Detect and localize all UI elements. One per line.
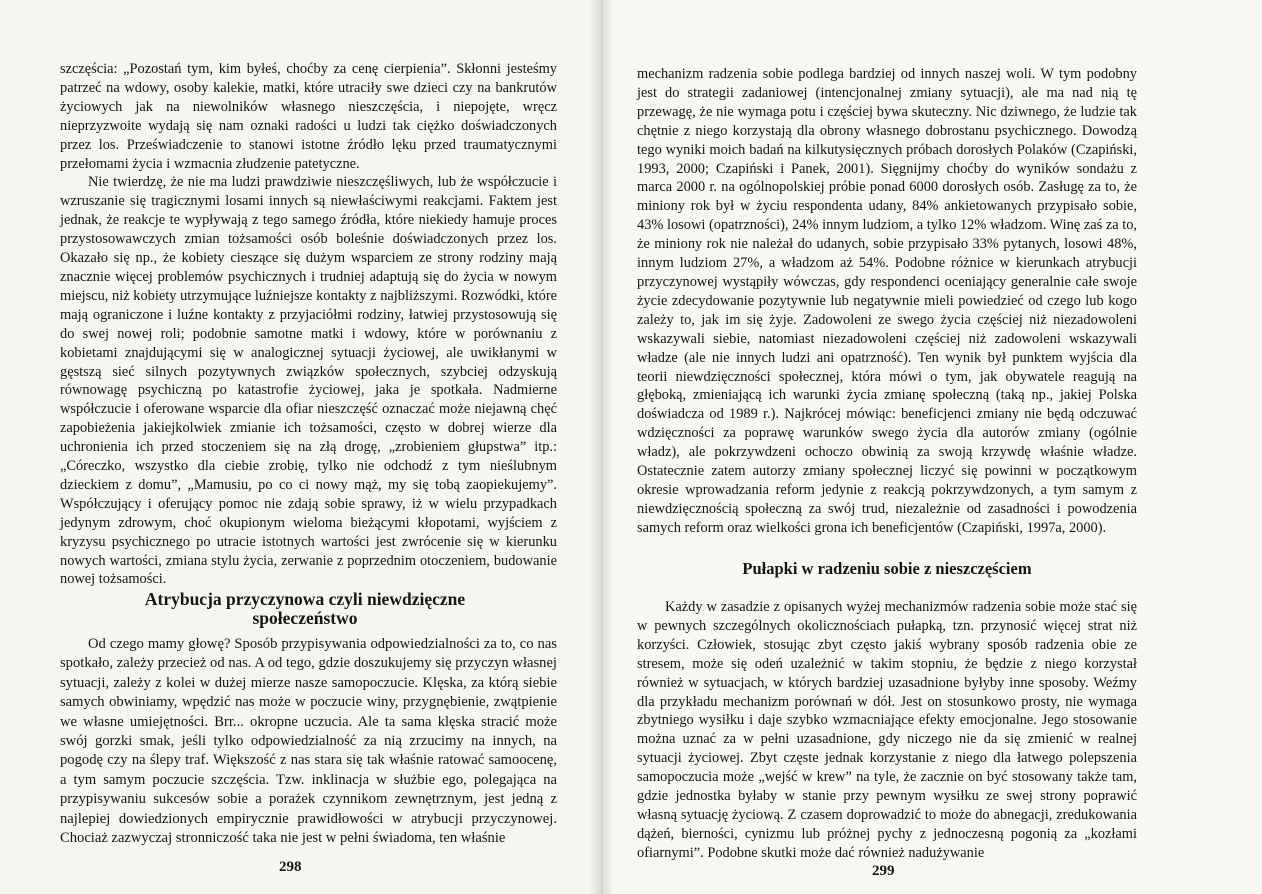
right-text-block-bottom bbox=[637, 598, 1137, 863]
page-number-left: 298 bbox=[279, 859, 302, 875]
right-paragraph-1: mechanizm radzenia sobie podlega bardziej od innych naszej woli. W tym podobny jest do strategii zadaniowej (intencjonalnej zmiany sytuacji), ale ma nad nią tę przewagę, że nie wymaga potu i częściej bywa skuteczny. Nic dziwnego, że ludzie tak chętnie z niego korzystają dla obrony własnego dobrostanu psychicznego. Dowodzą tego wyniki moich badań na kilkutysięcznych próbach dorosłych Polaków (Czapiński, 1993, 2000; Czapiński i Panek, 2001). Sięgnijmy choćby do wyników sondażu z marca 2000 r. na ogólnopolskiej próbie ponad 6000 dorosłych osób. Zasługę za to, że miniony rok był w życiu respondenta udany, 84% ankietowanych przypisało sobie, 43% losowi (opatrzności), 24% innym ludziom, a tylko 12% władzom. Winę zaś za to, że miniony rok nie należał do udanych, sobie przypisało 33% pytanych, losowi 48%, innym ludziom 27%, a władzom aż 54%. Podobne różnice w kierunkach atrybucji przyczynowej wystąpiły wówczas, gdy respondenci oceniający generalnie całe swoje życie zdecydowanie pozytywnie lub negatywnie mieli powiedzieć od czego lub kogo zależy to, jak im się żyje. Zadowoleni ze swego życia częściej niż niezadowoleni wskazywali siebie, natomiast niezadowoleni częściej niż zadowoleni wskazywali władze (ale nie innych ludzi ani opatrzność). Ten wynik był punktem wyjścia dla teorii niewdzięczności społecznej, która mówi o tym, jak obywatele reagują na głęboką, zmieniającą ich warunki życia zmianę społeczną (taką np., jakiej Polska doświadcza od 1989 r.). Najkrócej mówiąc: beneficjenci zmiany nie będą odczuwać wdzięczności za poprawę warunków swego życia dla autorów zmiany (ogólnie władz), ale pokrzywdzeni ochoczo obwinią za swoją krzywdę właśnie władze. Ostatecznie zatem autorzy zmiany społecznej liczyć się powinni w początkowym okresie wprowadzania reform jedynie z reakcją pokrzywdzonych, a tym samym z niewdzięcznością społeczną za swój trud, niezależnie od zasadności i powodzenia samych reform oraz wielkości grona ich beneficjentów (Czapiński, 1997a, 2000). bbox=[637, 66, 1137, 536]
left-paragraph-3: Od czego mamy głowę? Sposób przypisywania odpowiedzialności za to, co nas spotkało, zależy przecież od nas. A od tego, gdzie doszukujemy się przyczyn własnej sytuacji, zależy z kolei w dużej mierze nasze samopoczucie. Klęska, za którą siebie samych obwiniamy, wpędzić nas może w poczucie winy, przygnębienie, zwątpienie we własne umiejętności. Brr... okropne uczucia. Ale ta sama klęska stracić może swój gorzki smak, jeśli tylko odpowiedzialność za nią zrzucimy na innych, na pogodę czy na ślepy traf. Większość z nas stara się tak właśnie ratować samoocenę, a tym samym poczucie szczęścia. Tzw. inklinacja w służbie ego, polegająca na przypisywaniu sukcesów sobie a porażek czynnikom zewnętrznym, jest jedną z najlepiej dowiedzionych empirycznie prawidłowości w atrybucji przyczynowej. Chociaż zazwyczaj stronniczość taka nie jest w pełni świadoma, ten właśnie bbox=[60, 636, 557, 847]
right-page bbox=[612, 0, 1262, 894]
section-heading-left: Atrybucja przyczynowa czyli niewdzięczne społeczeństwo bbox=[144, 589, 466, 628]
left-page bbox=[0, 0, 600, 894]
page-number-right: 299 bbox=[872, 863, 895, 879]
left-paragraph-2: Nie twierdzę, że nie ma ludzi prawdziwie nieszczęśliwych, lub że współczucie i wzruszanie się tragicznymi losami innych są niewłaściwymi reakcjami. Faktem jest jednak, że reakcje te wypływają z tego samego źródła, które niekiedy hamuje proces przystosowawczych zmian tożsamości osób boleśnie doświadczonych przez los. Okazało się np., że kobiety cieszące się dużym wsparciem ze strony rodziny mają znacznie więcej problemów psychicznych i trudniej adaptują się do życia w nowym miejscu, niż kobiety utrzymujące luźniejsze kontakty z najbliższymi. Rozwódki, które mają ograniczone i luźne kontakty z przyjaciółmi rodziny, łatwiej przystosowują się do swej nowej roli; podobnie samotne matki i wdowy, które w porównaniu z kobietami znajdującymi się w analogicznej sytuacji życiowej, ale uwikłanymi w gęstszą sieć silnych pozytywnych związków społecznych, szybciej odzyskują równowagę psychiczną po katastrofie życiowej, jaka je spotkała. Nadmierne współczucie i oferowane wsparcie dla ofiar nieszczęść oznaczać może niejawną chęć zapobieżenia jakiejkolwiek zmianie ich tożsamości, często w dobrej wierze dla uchronienia ich przed stoczeniem się na złą drogę, „zrobieniem głupstwa” itp.: „Córeczko, wszystko dla ciebie zrobię, tylko nie odchodź z tym nieślubnym dzieckiem z domu”, „Mamusiu, po co ci nowy mąż, my się tobą zaopiekujemy”. Współczujący i oferujący pomoc nie zdają sobie sprawy, iż w wielu przypadkach jedynym zdrowym, choć okupionym wieloma bieżącymi kłopotami, wyjściem z kryzysu psychicznego po utracie istotnych wartości jest zwrócenie się w kierunku nowych wartości, zmiana stylu życia, zerwanie z poprzednim otoczeniem, budowanie nowej tożsamości. bbox=[60, 174, 557, 588]
section-heading-right: Pułapki w radzeniu sobie z nieszczęściem bbox=[742, 559, 1032, 578]
right-text-block-top bbox=[637, 65, 1137, 538]
left-text-block-top bbox=[60, 60, 557, 589]
left-text-block-bottom bbox=[60, 635, 557, 848]
book-gutter bbox=[590, 0, 614, 894]
right-paragraph-2: Każdy w zasadzie z opisanych wyżej mechanizmów radzenia sobie może stać się w pewnych szczególnych okolicznościach pułapką, tzn. przynosić więcej strat niż korzyści. Człowiek, stosując zbyt często jakiś wybrany sposób radzenia obie ze stresem, może się odeń uzależnić w takim stopniu, że będzie z niego korzystał również w sytuacjach, w których bardziej uzasadnione byłyby inne sposoby. Weźmy dla przykładu mechanizm porównań w dół. Jest on stosunkowo prosty, nie wymaga zbytniego wysiłku i daje szybko wzmacniające efekty emocjonalne. Jego stosowanie można uznać za w pełni uzasadnione, gdy niczego nie da się zmienić w realnej sytuacji życiowej. Zbyt częste jednak korzystanie z niego dla łatwego polepszenia samopoczucia może „wejść w krew” na tyle, że zacznie on być stosowany także tam, gdzie jednostka byłaby w stanie przy pewnym wysiłku ze swej strony poprawić własną sytuację życiową. Z czasem doprowadzić to może do abnegacji, zredukowania dążeń, bierności, cynizmu lub próżnej pychy z jednoczesną pogonią za „kozłami ofiarnymi”. Podobne skutki może dać również nadużywanie bbox=[637, 599, 1137, 861]
left-paragraph-1: szczęścia: „Pozostań tym, kim byłeś, choćby za cenę cierpienia”. Skłonni jesteśmy patrzeć na wdowy, osoby kalekie, matki, które utraciły swe dzieci czy na bankrutów życiowych jak na niewolników własnego nieszczęścia, i niepojęte, wręcz nieprzyzwoite wydają się nam oznaki radości u ludzi tak ciężko doświadczonych przez los. Przeświadczenie to stanowi istotne źródło lęku przed traumatycznymi przełomami życia i wzmacnia złudzenie patetyczne. bbox=[60, 61, 557, 172]
